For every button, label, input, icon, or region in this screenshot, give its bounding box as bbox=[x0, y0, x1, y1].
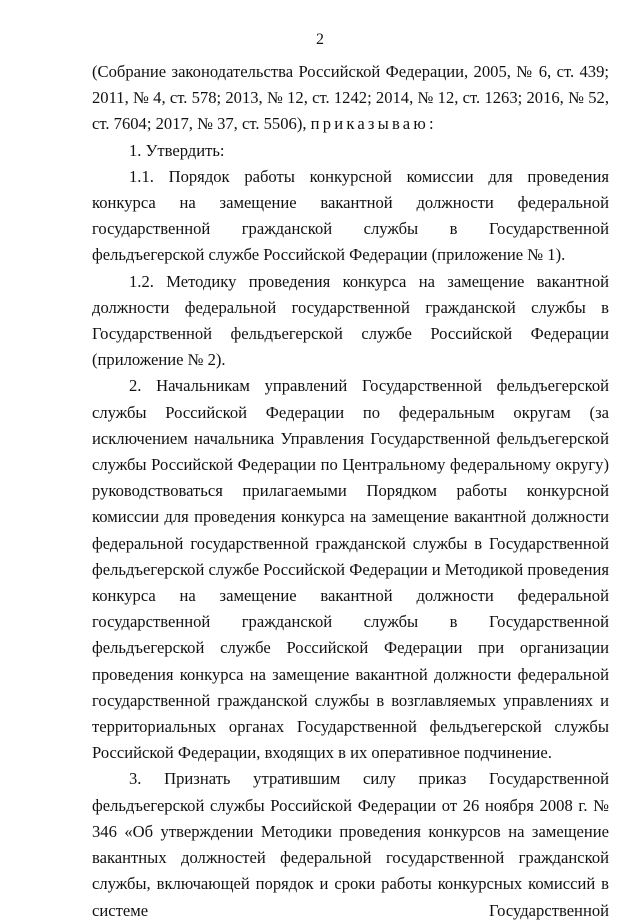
order-word: приказываю: bbox=[310, 114, 437, 134]
paragraph-1-2: 1.2. Методику проведения конкурса на замещение вакантной должности федеральной государственной гражданской службы в Государственной фельдъегерской службе Российской Федерации (приложение № 2). bbox=[92, 271, 609, 370]
intro-citation-text: (Собрание законодательства Российской Федерации, 2005, № 6, ст. 439; 2011, № 4, ст. 578; 2013, № 12, ст. 1242; 2014, № 12, ст. 1263; 2016, № 52, ст. 7604; 2017, № 37, ст. 5506), bbox=[92, 62, 609, 134]
page-number: 2 bbox=[316, 31, 324, 48]
intro-citation-paragraph bbox=[92, 59, 609, 138]
paragraph-1: 1. Утвердить: bbox=[129, 140, 225, 160]
paragraph-3: 3. Признать утратившим силу приказ Государственной фельдъегерской службы Российской Федерации от 26 ноября 2008 г. № 346 «Об утверждении Методики проведения конкурсов на замещение вакантных должностей федеральной государственной гражданской службы, включающей порядок и сроки работы конкурсных комиссий в системе Государственной bbox=[92, 769, 609, 920]
paragraph-2: 2. Начальникам управлений Государственной фельдъегерской службы Российской Федерации по федеральным округам (за исключением начальника Управления Государственной фельдъегерской службы Российской Федерации по Центральному федеральному округу) руководствоваться прилагаемыми Порядком работы конкурсной комиссии для проведения конкурса на замещение вакантной должности федеральной государственной гражданской службы в Государственной фельдъегерской службе Российской Федерации и Методикой проведения конкурса на замещение вакантной должности федеральной государственной гражданской службы в Государственной фельдъегерской службе Российской Федерации при организации проведения конкурса на замещение вакантной должности федеральной государственной гражданской службы в возглавляемых управлениях и территориальных органах Государственной фельдъегерской службы Российской Федерации, входящих в их оперативное подчинение. bbox=[92, 376, 609, 763]
paragraph-1-1: 1.1. Порядок работы конкурсной комиссии для проведения конкурса на замещение вакантной должности федеральной государственной гражданской службы в Государственной фельдъегерской службе Российской Федерации (приложение № 1). bbox=[92, 166, 609, 265]
document-body bbox=[92, 59, 609, 924]
